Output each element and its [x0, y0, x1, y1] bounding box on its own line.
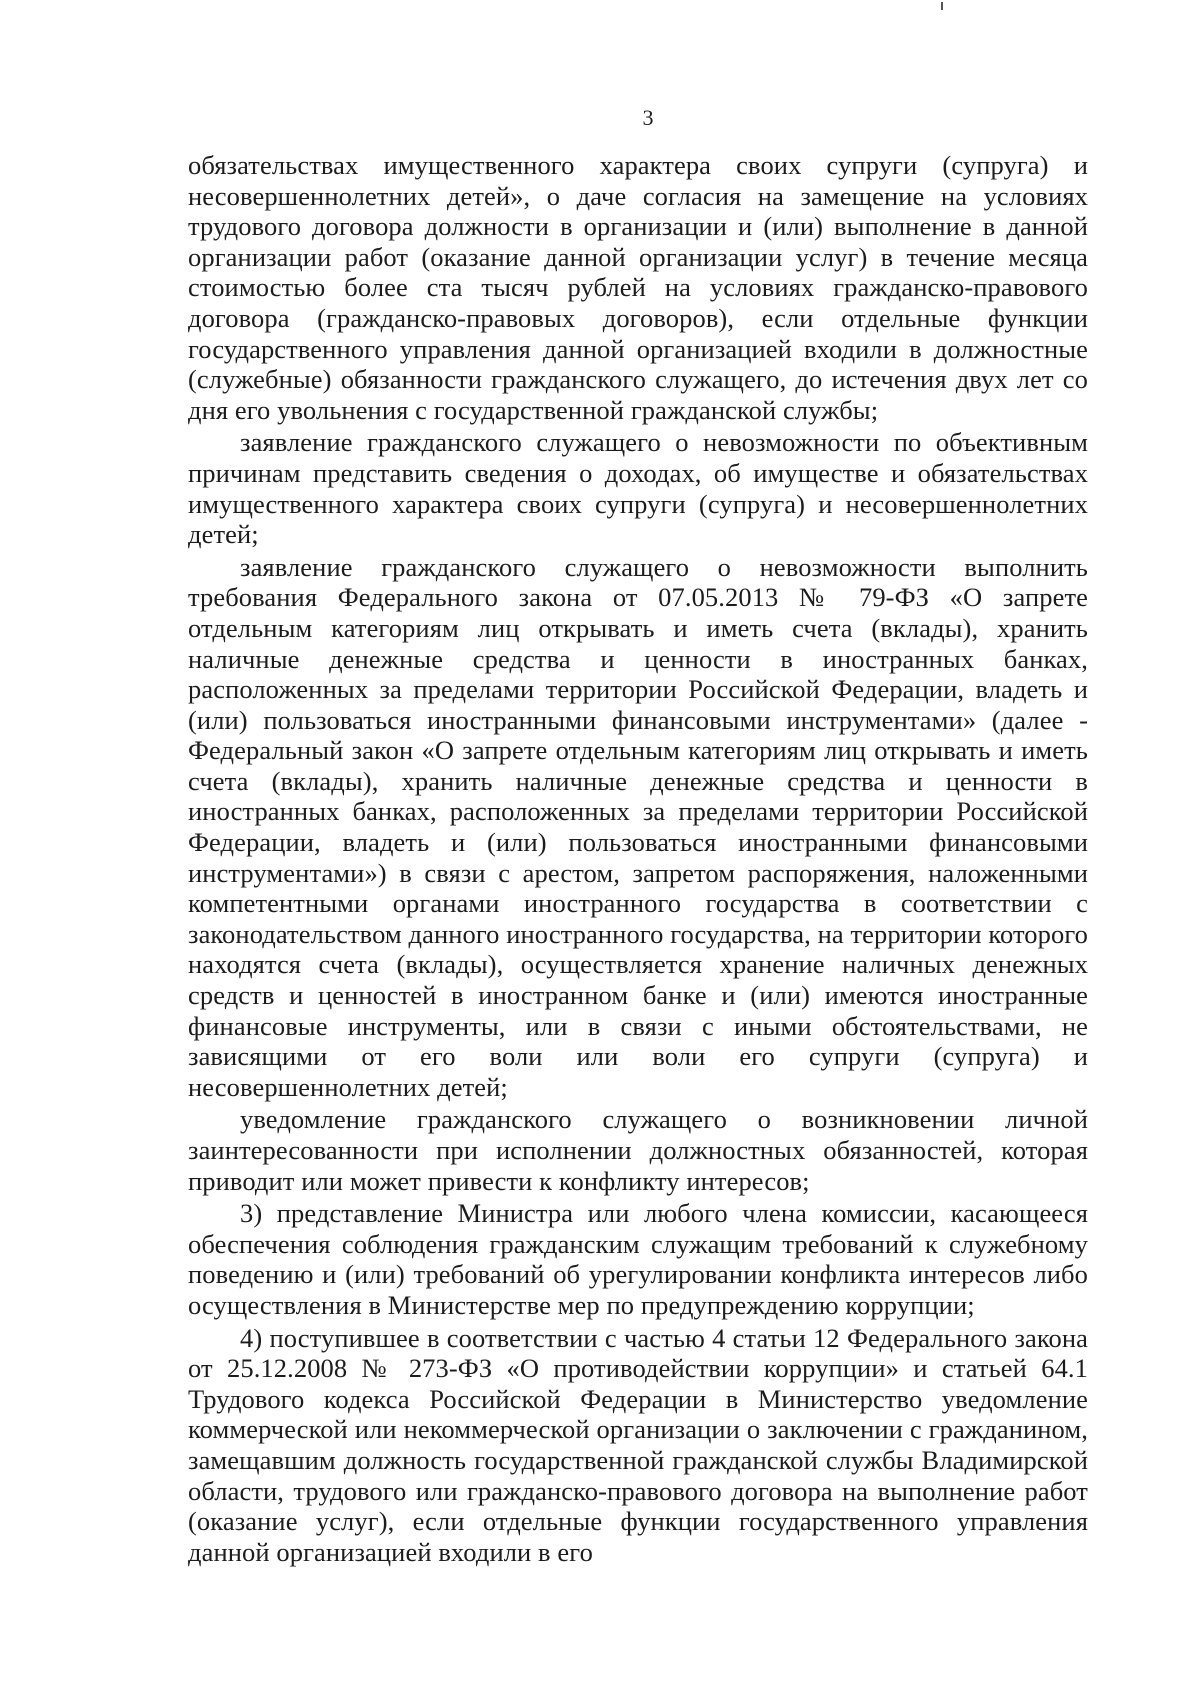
paragraph-statement-impossibility-79fz: заявление гражданского служащего о невозможности выполнить требования Федерального закона от 07.05.2013 № 79-ФЗ «О запрете отдельным категориям лиц открывать и иметь счета (вклады), хранить наличные денежные средства и ценности в иностранных банках, расположенных за пределами территории Российской Федерации, владеть и (или) пользоваться иностранными финансовыми инструментами» (далее - Федеральный закон «О запрете отдельным категориям лиц открывать и иметь счета (вклады), хранить наличные денежные средства и ценности в иностранных банках, расположенных за пределами территории Российской Федерации, владеть и (или) пользоваться иностранными финансовыми инструментами») в связи с арестом, запретом распоряжения, наложенными компетентными органами иностранного государства в соответствии с законодательством данного иностранного государства, на территории которого находятся счета (вклады), осуществляется хранение наличных денежных средств и ценностей в иностранном банке и (или) имеются иностранные финансовые инструменты, или в связи с иными обстоятельствами, не зависящими от его воли или воли его супруги (супруга) и несовершеннолетних детей;	[188, 551, 1089, 1102]
paragraph-item-3: 3) представление Министра или любого члена комиссии, касающееся обеспечения соблюдения гражданским служащим требований к служебному поведению и (или) требований об урегулировании конфликта интересов либо осуществления в Министерстве мер по предупреждению коррупции;	[188, 1198, 1088, 1320]
paragraph-continuation: обязательствах имущественного характера своих супруги (супруга) и несовершеннолетних детей», о даче согласия на замещение на условиях трудового договора должности в организации и (или) выполнение в данной организации работ (оказание данной организации услуг) в течение месяца стоимостью более ста тысяч рублей на условиях гражданско-правового договора (гражданско-правовых договоров), если отдельные функции государственного управления данной организацией входили в должностные (служебные) обязанности гражданского служащего, до истечения двух лет со дня его увольнения с государственной гражданской службы;	[188, 150, 1088, 425]
paragraph-statement-impossibility-income: заявление гражданского служащего о невозможности по объективным причинам представить сведения о доходах, об имуществе и обязательствах имущественного характера своих супруги (супруга) и несовершеннолетних детей;	[188, 427, 1088, 550]
scan-speck	[941, 2, 943, 10]
paragraph-notification-conflict: уведомление гражданского служащего о возникновении личной заинтересованности при исполнении должностных обязанностей, которая приводит или может привести к конфликту интересов;	[188, 1104, 1088, 1196]
document-body	[188, 150, 1088, 1569]
paragraph-item-4: 4) поступившее в соответствии с частью 4 статьи 12 Федерального закона от 25.12.2008 № 273-ФЗ «О противодействии коррупции» и статьей 64.1 Трудового кодекса Российской Федерации в Министерство уведомление коммерческой или некоммерческой организации о заключении с гражданином, замещавшим должность государственной гражданской службы Владимирской области, трудового или гражданско-правового договора на выполнение работ (оказание услуг), если отдельные функции государственного управления данной организацией входили в его	[188, 1322, 1088, 1567]
page-number: 3	[642, 105, 654, 130]
